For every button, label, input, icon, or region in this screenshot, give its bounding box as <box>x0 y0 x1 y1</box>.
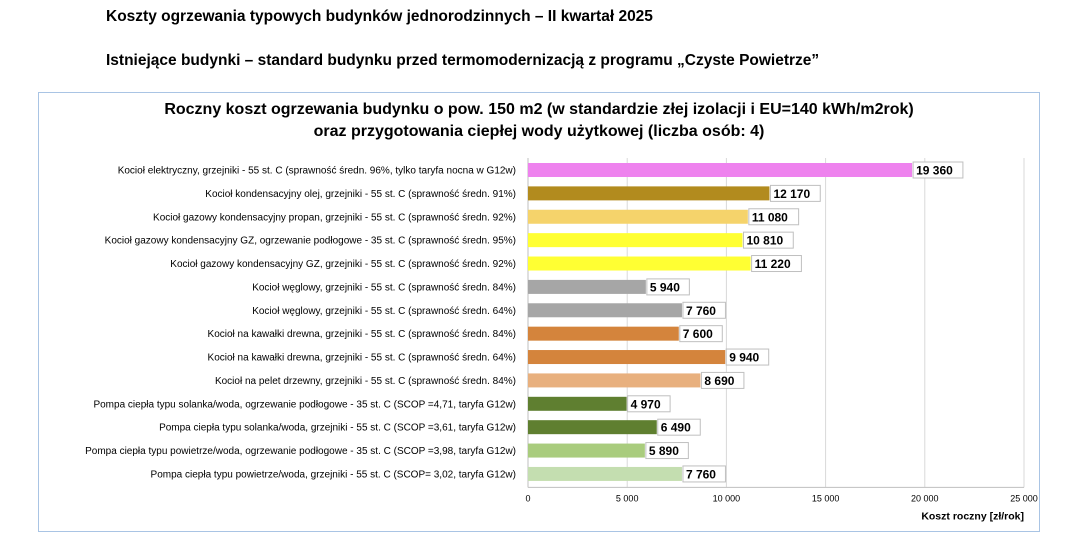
bar <box>528 327 679 341</box>
category-label: Kocioł węglowy, grzejniki - 55 st. C (sprawność średn. 64%) <box>252 305 516 317</box>
bar <box>528 303 682 317</box>
category-label: Kocioł elektryczny, grzejniki - 55 st. C (sprawność średn. 96%, tylko taryfa nocna w G12w) <box>117 165 516 177</box>
x-axis-title: Koszt roczny [zł/rok] <box>921 510 1024 523</box>
bar <box>528 373 700 387</box>
category-label: Pompa ciepła typu solanka/woda, grzejniki - 55 st. C (SCOP =3,61, taryfa G12w) <box>159 422 516 434</box>
category-label: Pompa ciepła typu powietrze/woda, ogrzewanie podłogowe - 35 st. C (SCOP =3,98, taryfa G12w) <box>85 446 516 458</box>
data-label: 9 940 <box>729 350 760 365</box>
category-label: Kocioł na kawałki drewna, grzejniki - 55 st. C (sprawność średn. 84%) <box>207 329 516 341</box>
category-label: Kocioł gazowy kondensacyjny propan, grzejniki - 55 st. C (sprawność średn. 92%) <box>153 212 516 224</box>
x-tick-label: 10 000 <box>712 493 741 504</box>
data-label: 11 080 <box>751 210 788 225</box>
data-label: 6 490 <box>660 420 691 435</box>
data-label: 8 690 <box>704 373 735 388</box>
x-tick-label: 20 000 <box>911 493 939 504</box>
x-tick-label: 15 000 <box>811 493 840 504</box>
data-label: 5 890 <box>648 444 679 459</box>
bar <box>528 467 682 481</box>
category-label: Kocioł węglowy, grzejniki - 55 st. C (sprawność średn. 84%) <box>252 282 516 294</box>
data-label: 5 940 <box>649 280 680 295</box>
chart-area <box>38 92 1040 532</box>
page-heading: Koszty ogrzewania typowych budynków jednorodzinnych – II kwartał 2025 <box>106 8 653 25</box>
data-label: 7 600 <box>682 327 713 342</box>
bar <box>528 186 769 200</box>
data-label: 7 760 <box>685 467 716 482</box>
bar-chart <box>39 93 1041 533</box>
data-label: 10 810 <box>746 233 784 248</box>
category-label: Kocioł na kawałki drewna, grzejniki - 55 st. C (sprawność średn. 64%) <box>207 352 516 364</box>
bar <box>528 420 657 434</box>
x-tick-label: 0 <box>525 493 531 504</box>
bar <box>528 397 627 411</box>
data-label: 19 360 <box>916 163 953 178</box>
page-subheading: Istniejące budynki – standard budynku przed termomodernizacją z programu „Czyste Powietrze” <box>106 52 820 69</box>
bar <box>528 210 748 224</box>
chart-title-line-1: Roczny koszt ogrzewania budynku o pow. 150 m2 (w standardzie złej izolacji i EU=140 kWh/m2rok) <box>164 101 914 118</box>
bar <box>528 280 646 294</box>
data-label: 4 970 <box>630 397 661 412</box>
data-label: 11 220 <box>754 257 791 272</box>
bar <box>528 233 742 247</box>
bar <box>528 444 645 458</box>
chart-title-line-2: oraz przygotowania ciepłej wody użytkowej (liczba osób: 4) <box>313 123 765 140</box>
category-label: Pompa ciepła typu powietrze/woda, grzejniki - 55 st. C (SCOP= 3,02, taryfa G12w) <box>150 469 516 481</box>
category-label: Pompa ciepła typu solanka/woda, ogrzewanie podłogowe - 35 st. C (SCOP =4,71, taryfa G12w) <box>93 399 516 411</box>
category-label: Kocioł kondensacyjny olej, grzejniki - 55 st. C (sprawność średn. 91%) <box>205 188 516 200</box>
category-label: Kocioł na pelet drzewny, grzejniki - 55 st. C (sprawność średn. 84%) <box>214 375 516 387</box>
x-tick-label: 5 000 <box>615 493 639 504</box>
bar <box>528 163 912 177</box>
data-label: 12 170 <box>773 186 811 201</box>
x-tick-label: 25 000 <box>1010 493 1038 504</box>
category-label: Kocioł gazowy kondensacyjny GZ, grzejniki - 55 st. C (sprawność średn. 92%) <box>170 259 516 271</box>
bar <box>528 350 725 364</box>
category-label: Kocioł gazowy kondensacyjny GZ, ogrzewanie podłogowe - 35 st. C (sprawność średn. 95%) <box>104 235 516 247</box>
data-label: 7 760 <box>685 303 716 318</box>
bar <box>528 257 751 271</box>
